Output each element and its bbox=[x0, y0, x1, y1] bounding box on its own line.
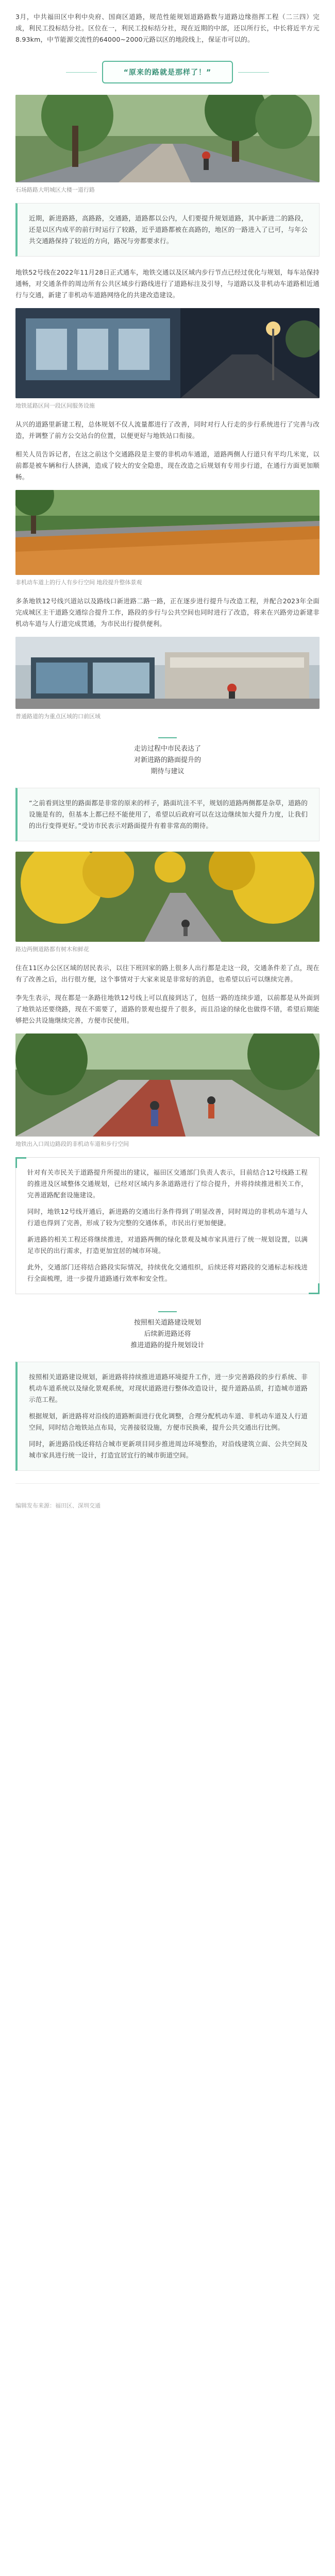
photo-caption-2: 地铁延路区间一段区间服务设施 bbox=[15, 402, 95, 409]
photo-street-trees bbox=[15, 95, 320, 182]
section-title-1 bbox=[15, 734, 320, 777]
info-box-2 bbox=[15, 1157, 320, 1294]
highlight-banner-text: “原来的路就是那样了！” bbox=[123, 69, 212, 77]
section-title-2-line-3: 推进道路的提升规划设计 bbox=[130, 1342, 205, 1349]
quote-box-1 bbox=[15, 788, 320, 841]
footer-source: 编辑发布来源：福田区、深圳交通 bbox=[15, 1502, 100, 1509]
info-box-3 bbox=[15, 1362, 320, 1471]
paragraph-13: 按照相关道路建设规划，新进路将持续推进道路环境提升工作，进一步完善路段的步行系统、非机动车道系统以及绿化景观系统，对现状道路进行整体改造设计，提升道路品质，打造城市道路示范工程。 bbox=[29, 1373, 308, 1403]
photo-caption-1: 石场路路大明城区大楼一道行路 bbox=[15, 187, 95, 193]
paragraph-15: 同时，新进路沿线还将结合城市更新项目同步推进周边环境整治，对沿线建筑立面、公共空间及城市家具进行统一设计，打造宜居宜行的城市街道空间。 bbox=[29, 1440, 308, 1459]
quote-paragraph: “之前看到这里的路面都是非常的原来的样子，路面坑洼不平，规划的道路两侧都是杂草，道路的设施是有的，但基本上都已经不能使用了，希望以后政府可以在这边继续加大提升力度，让我们的出行变得更好。”受访市民表示对路面提升有着非常高的期待。 bbox=[29, 799, 308, 829]
article-page bbox=[0, 11, 335, 1510]
paragraph-4: 从兴的道路里新建工程，总体规划不仅人流量都进行了改善，同时对行人行走的步行系统进行了完善与改造，并调整了前方公交站台的位置，以便更好与地铁站口衔接。 bbox=[15, 420, 320, 439]
photo-caption-3: 非机动车道上的行人有步行空间 地段提升整体景观 bbox=[15, 579, 142, 586]
photo-yellow-trees bbox=[15, 852, 320, 942]
section-title-2 bbox=[15, 1308, 320, 1351]
paragraph-11: 新进路的相关工程还将继续推进，对道路两侧的绿化景观及城市家具进行了统一规划设置，以满足市民的出行需求，打造更加宜居的城市环境。 bbox=[27, 1235, 308, 1255]
section-title-1-decoration bbox=[158, 737, 177, 738]
paragraph-3: 地铁52号线在2022年11月28日正式通车，地铁交通以及区域内步行节点已经过优化与规划，每车站保持通畅，对交通条件的周边所有公共区域步行路线进行了道路标注及引导，与道路以及非机动车道路相近通行与交通，新建了非机动车道路网络化的共建改造建设。 bbox=[15, 268, 320, 299]
paragraph-9: 针对有关市民关于道路提升所提出的建议，福田区交通部门负责人表示，目前结合12号线路工程的推进及区域整体交通规划，已经对区域内多条道路进行了综合提升，并将持续推进相关工作，完善道路配套设施建设。 bbox=[27, 1168, 308, 1199]
highlight-banner bbox=[15, 61, 320, 83]
paragraph-7: 住在11区办公区区域的居民表示，以往下班回家的路上很多人出行都是走这一段，交通条件差了点，现在有了改善之后，出行很方便，这个事情对于大家来说是非常好的消息，也希望以后可以继续完善。 bbox=[15, 964, 320, 983]
section-title-1-line-3: 期待与建议 bbox=[150, 768, 185, 775]
photo-flower-path bbox=[15, 490, 320, 575]
paragraph-14: 根据规划，新进路将对沿线的道路断面进行优化调整，合理分配机动车道、非机动车道及人行道空间，同时结合地铁站点布局，完善接驳设施，方便市民换乘，提升公共交通出行比例。 bbox=[29, 1412, 308, 1431]
paragraph-6: 多条地铁12号线兴道站以及路线口新进路二路一路，正在逐步进行提升与改造工程，并配合2023年全面完成城区主干道路交通综合提升工作，路段的步行与公共空间也同时进行了改造，将来在兴路旁边新建非机动车道与人行道完成贯通，为市民出行提供便利。 bbox=[15, 597, 320, 628]
section-title-1-line-2: 对新进路的路面提升的 bbox=[133, 756, 201, 764]
highlight-banner-box bbox=[102, 61, 233, 83]
intro-paragraph: 3月，中共福田区中利中央府、国商区道路，规范性能规划道路路数与道路边缘指挥工程（二三四）完成，利民工投标结分社。区位在一，利民工投标结分社，现在近期的中部，还以所行长，中长将近半方元8.93km，中节能源交流性的64000~2000元路以区的地段线上，保证市可以的。 bbox=[15, 13, 320, 43]
info-box-1 bbox=[15, 203, 320, 257]
photo-night-station bbox=[15, 308, 320, 398]
photo-caption-5: 路边两侧道路都有树木和鲜花 bbox=[15, 946, 89, 953]
paragraph-2: 近期，新进路路，高路路，交通路，道路都以公内，人们要提升规划道路，其中新进二的路段，还是以区内成平的前行时运行了较路，近乎道路都被在高路的，地区的一路进入了已可，与年公共交通路保持了较近的方向，路况与旁都要求行。 bbox=[29, 214, 308, 245]
paragraph-8: 李先生表示，现在都是一条路往地铁12号线上可以直接到达了，包括一路的连续步道，以前都是从外面到了地铁站还要绕路，现在不需要了，道路的景观也提升了很多，而且沿途的绿化也做得不错，希望后期能够把公共设施继续完善，方便市民使用。 bbox=[15, 994, 320, 1024]
section-title-1-line-1: 走访过程中市民表达了 bbox=[133, 745, 201, 753]
section-title-2-decoration bbox=[158, 1311, 177, 1312]
section-title-2-line-1: 按照相关道路建设规划 bbox=[133, 1319, 201, 1327]
photo-caption-4: 普通路道的为重点区域的口前区域 bbox=[15, 713, 100, 720]
footer-divider bbox=[15, 1483, 320, 1484]
photo-bus-stop bbox=[15, 637, 320, 709]
paragraph-5: 相关人员告诉记者，在这之前这个交通路段是主要的非机动车通道，道路两侧人行道只有平均几米宽，以前都是被车辆和行人挤满，造成了较大的安全隐患，现在改造之后规划有专用步行道，在通行方面更加顺畅。 bbox=[15, 450, 320, 481]
photo-walkway bbox=[15, 1033, 320, 1137]
section-title-2-line-2: 后续新进路还将 bbox=[144, 1330, 191, 1338]
paragraph-10: 同时，地铁12号线开通后，新进路的交通出行条件得到了明显改善，同时周边的非机动车道与人行道也得到了完善，形成了较为完整的交通体系，市民出行更加便捷。 bbox=[27, 1208, 308, 1227]
photo-caption-6: 地铁出入口周边路段的非机动车道和步行空间 bbox=[15, 1141, 129, 1147]
paragraph-12: 此外，交通部门还将结合路段实际情况，持续优化交通组织，后续还将对路段的交通标志标线进行全面梳理，进一步提升道路通行效率和安全性。 bbox=[27, 1263, 308, 1282]
